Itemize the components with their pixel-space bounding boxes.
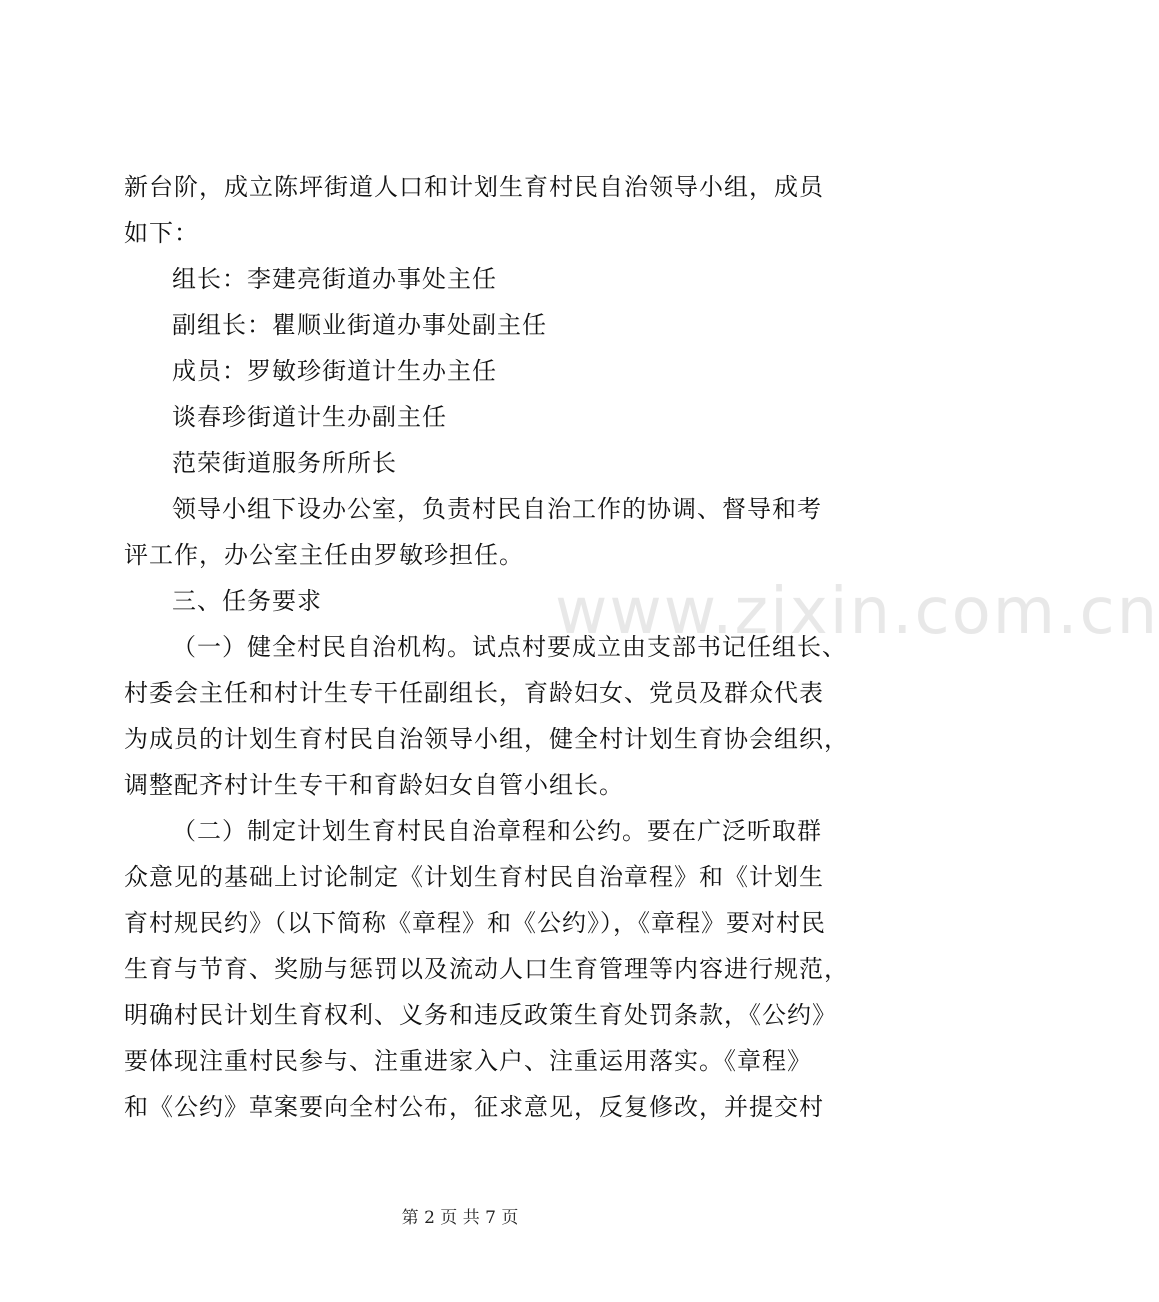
document-body <box>124 164 849 1130</box>
paragraph-line: 和《公约》草案要向全村公布，征求意见，反复修改，并提交村 <box>124 1093 824 1121</box>
paragraph-line: 副组长：瞿顺业街道办事处副主任 <box>172 311 547 339</box>
paragraph-line: 如下： <box>124 219 199 247</box>
paragraph-line: （一）健全村民自治机构。试点村要成立由支部书记任组长、 <box>172 633 847 661</box>
watermark: www.zixin.com.cn <box>555 575 1159 649</box>
paragraph-line: 众意见的基础上讨论制定《计划生育村民自治章程》和《计划生 <box>124 863 824 891</box>
paragraph-line: 生育与节育、奖励与惩罚以及流动人口生育管理等内容进行规范， <box>124 955 849 983</box>
section-heading: 三、任务要求 <box>172 587 322 615</box>
paragraph-line: 组长：李建亮街道办事处主任 <box>172 265 497 293</box>
page-footer: 第 2 页 共 7 页 <box>401 1208 519 1228</box>
paragraph-line: 调整配齐村计生专干和育龄妇女自管小组长。 <box>124 771 624 799</box>
paragraph-line: 领导小组下设办公室，负责村民自治工作的协调、督导和考 <box>172 495 822 523</box>
paragraph-line: 为成员的计划生育村民自治领导小组，健全村计划生育协会组织， <box>124 725 849 753</box>
paragraph-line: 要体现注重村民参与、注重进家入户、注重运用落实。《章程》 <box>124 1047 812 1075</box>
paragraph-line: 育村规民约》（以下简称《章程》和《公约》），《章程》要对村民 <box>124 909 826 937</box>
paragraph-line: 范荣街道服务所所长 <box>172 449 397 477</box>
paragraph-line: 明确村民计划生育权利、义务和违反政策生育处罚条款，《公约》 <box>124 1001 837 1029</box>
paragraph-line: 成员：罗敏珍街道计生办主任 <box>172 357 497 385</box>
paragraph-line: 评工作，办公室主任由罗敏珍担任。 <box>124 541 524 569</box>
paragraph-line: 谈春珍街道计生办副主任 <box>172 403 447 431</box>
paragraph-line: 新台阶，成立陈坪街道人口和计划生育村民自治领导小组，成员 <box>124 173 824 201</box>
paragraph-line: 村委会主任和村计生专干任副组长，育龄妇女、党员及群众代表 <box>124 679 824 707</box>
paragraph-line: （二）制定计划生育村民自治章程和公约。要在广泛听取群 <box>172 817 822 845</box>
